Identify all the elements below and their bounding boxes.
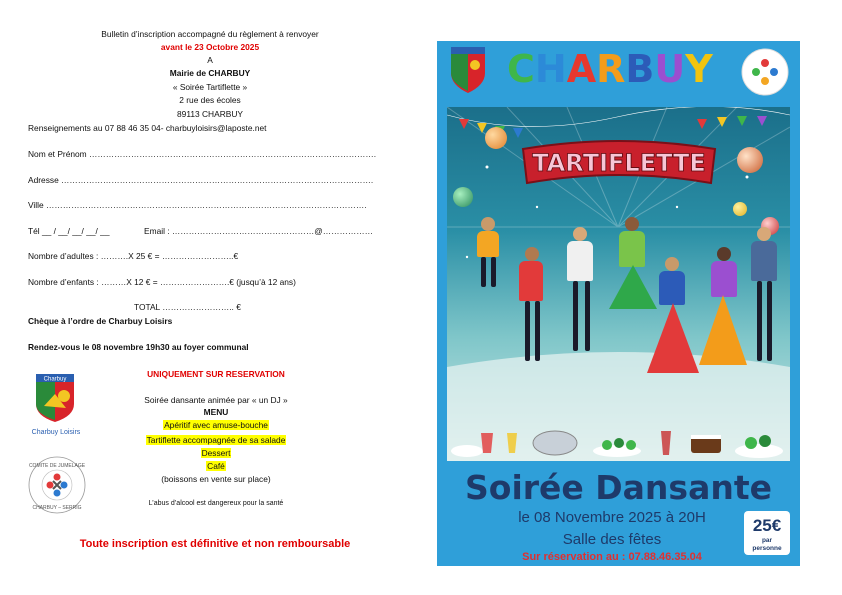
reservation-only: UNIQUEMENT SUR RESERVATION [147,369,285,379]
brand-letter: A [566,47,597,91]
deadline: avant le 23 Octobre 2025 [160,42,260,52]
brand-letter: H [534,47,567,91]
poster-reservation: Sur réservation au : 07.88.46.35.04 [522,551,702,563]
event-poster [437,41,800,566]
drinks-note: (boissons en vente sur place) [161,474,271,484]
tartiflette-banner [519,135,719,195]
brand-letter: C [507,47,535,91]
svg-text:Charbuy Loisirs: Charbuy Loisirs [31,429,81,436]
name-field[interactable]: Nom et Prénom …………………………………………………………………………………………. [28,149,377,159]
brand-letters [507,49,713,91]
menu-title: MENU [203,407,229,417]
brand-letter: U [654,47,686,91]
menu-item-dessert: Dessert [201,448,231,458]
final-notice: Toute inscription est définitive et non remboursable [79,538,351,550]
street: 2 rue des écoles [179,95,241,105]
poster-jumelage-logo [740,47,790,97]
svg-text:CHARBUY – SERRIG: CHARBUY – SERRIG [32,505,82,511]
to-label: A [207,55,213,65]
phone-field[interactable]: Tél __ / __/ __/ __/ __ [28,226,110,236]
email-field[interactable]: Email : ……………………………………………@……………… [144,226,374,236]
svg-text:COMITE DE JUMELAGE: COMITE DE JUMELAGE [28,463,86,469]
brand-letter: B [625,47,655,91]
city-field[interactable]: Ville ……………………………………………………………………………………………………. [28,200,367,210]
alcohol-warning: L’abus d’alcool est dangereux pour la santé [148,500,284,507]
poster-date: le 08 Novembre 2025 à 20H [518,509,706,526]
poster-venue: Salle des fêtes [562,531,662,548]
adults-field[interactable]: Nombre d’adultes : ……….X 25 € = ……………………..€ [28,251,239,261]
poster-charbuy-crest [449,47,487,95]
menu-item-cafe: Café [207,461,225,471]
charbuy-loisirs-logo [26,372,86,438]
event-ref: « Soirée Tartiflette » [172,82,248,92]
poster-title: Soirée Dansante [465,468,772,507]
price-badge [744,511,790,555]
price-unit: par personne [752,537,782,552]
brand-letter: Y [685,47,713,91]
poster-brand [507,49,713,91]
addressee: Mairie de CHARBUY [169,68,251,78]
children-field[interactable]: Nombre d’enfants : ………X 12 € = …………………….€ (jusqu’à 12 ans) [28,277,296,287]
dance-illustration [447,107,790,461]
address-field[interactable]: Adresse …………………………………………………………………………………………………. [28,175,374,185]
svg-text:TARTIFLETTE: TARTIFLETTE [532,149,706,177]
soiree-dj: Soirée dansante animée par « un DJ » [144,395,288,405]
rendezvous: Rendez-vous le 08 novembre 19h30 au foyer communal [28,342,249,352]
brand-letter: R [596,47,626,91]
total-field[interactable]: TOTAL …………………….. € [134,302,241,312]
city: 89113 CHARBUY [177,109,243,119]
cheque-info: Chèque à l’ordre de Charbuy Loisirs [28,316,173,326]
jumelage-logo [27,455,87,515]
food-table [447,425,790,461]
contact-info: Renseignements au 07 88 46 35 04- charbuyloisirs@laposte.net [28,123,267,133]
intro-line: Bulletin d’inscription accompagné du règlement à renvoyer [101,29,319,39]
price-value: 25€ [752,516,782,535]
menu-item-tartiflette: Tartiflette accompagnée de sa salade [146,435,286,445]
svg-text:Charbuy: Charbuy [43,376,67,383]
menu-item-aperitif: Apéritif avec amuse-bouche [164,420,268,430]
